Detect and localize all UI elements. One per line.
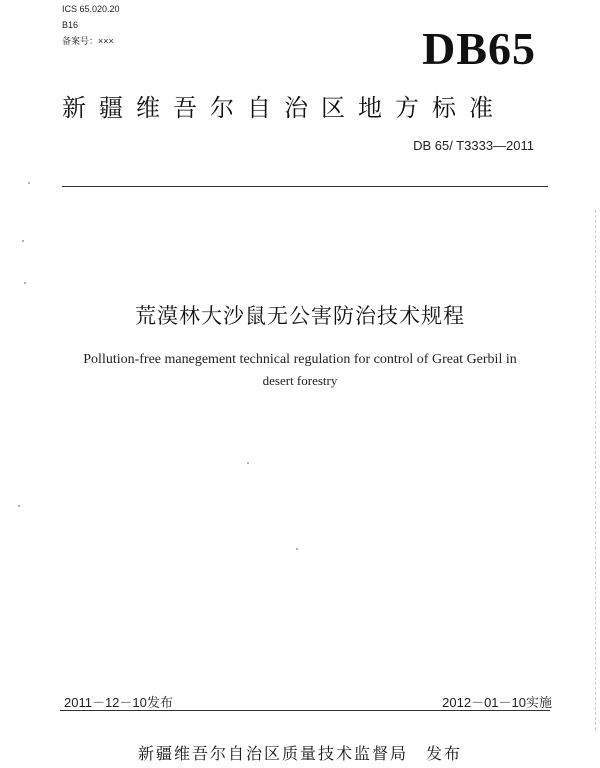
record-number: 备案号：×××	[62, 36, 114, 46]
document-title-english-line2: desert forestry	[262, 373, 338, 388]
implementation-date: 2012－01－10实施	[442, 695, 552, 710]
standard-logo: DB65	[422, 23, 536, 74]
ics-code: ICS 65.020.20	[62, 4, 120, 14]
scan-speck	[247, 462, 249, 464]
issue-date: 2011－12－10发布	[64, 695, 173, 710]
standard-number: DB 65/ T3333—2011	[413, 138, 534, 153]
document-title-chinese: 荒漠林大沙鼠无公害防治技术规程	[135, 304, 465, 328]
standard-type-heading: 新疆维吾尔自治区地方标准	[62, 94, 506, 122]
scan-speck	[18, 505, 20, 507]
scan-edge-line	[594, 210, 596, 730]
scan-speck	[22, 240, 24, 242]
scan-speck	[28, 182, 30, 184]
scan-speck	[24, 282, 26, 284]
footer-divider	[60, 710, 550, 711]
classification-code: B16	[62, 20, 79, 30]
header-divider	[62, 186, 548, 187]
issuing-authority: 新疆维吾尔自治区质量技术监督局 发布	[137, 744, 462, 763]
document-title-english-line1: Pollution-free manegement technical regulation for control of Great Gerbil in	[83, 352, 517, 367]
scan-speck	[296, 548, 298, 550]
